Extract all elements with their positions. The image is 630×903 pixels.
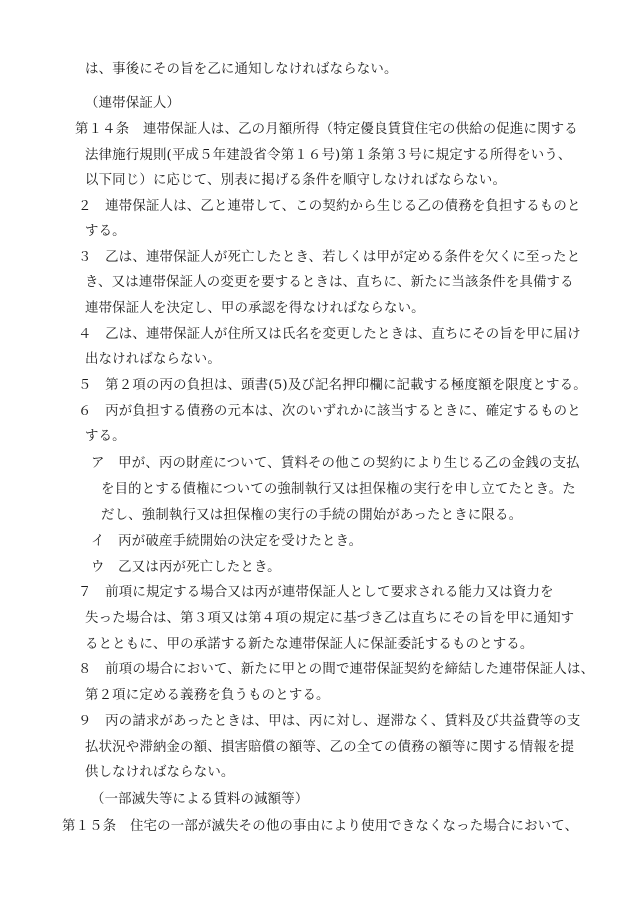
article-14-line: 第１４条 連帯保証人は、乙の月額所得（特定優良賃貸住宅の供給の促進に関する [75,122,578,137]
item-a-line: ア 甲が、丙の財産について、賃料その他この契約により生じる乙の金銭の支払 [91,456,580,471]
paragraph-4-line: ４ 乙は、連帯保証人が住所又は氏名を変更したときは、直ちにその旨を甲に届け [78,327,581,342]
item-u-line: ウ 乙又は丙が死亡したとき。 [91,560,281,575]
paragraph-8-line: ８ 前項の場合において、新たに甲との間で連帯保証契約を締結した連帯保証人は、 [78,662,595,677]
text-line: き、又は連帯保証人の変更を要するときは、直ちに、新たに当該条件を具備する [85,275,574,290]
text-line: だし、強制執行又は担保権の実行の手続の開始があったときに限る。 [101,508,523,523]
item-i-line: イ 丙が破産手続開始の決定を受けたとき。 [91,534,363,549]
text-line: を目的とする債権についての強制執行又は担保権の実行を申し立てたとき。た [101,482,576,497]
section-heading: （連帯保証人） [85,96,181,111]
paragraph-2-line: ２ 連帯保証人は、乙と連帯して、この契約から生じる乙の債務を負担するものと [78,199,581,214]
paragraph-9-line: ９ 丙の請求があったときは、甲は、丙に対し、遅滞なく、賃料及び共益費等の支 [78,714,581,729]
text-line: 以下同じ）に応じて、別表に掲げる条件を順守しなければならない。 [85,173,507,188]
text-line: 第２項に定める義務を負うものとする。 [85,688,330,703]
text-line: 出なければならない。 [85,352,221,367]
paragraph-5-line: ５ 第２項の丙の負担は、頭書(5)及び記名押印欄に記載する極度額を限度とする。 [78,378,587,393]
section-heading: （一部滅失等による賃料の減額等） [91,792,309,807]
text-line: 供しなければならない。 [85,765,235,780]
text-line: 法律施行規則(平成５年建設省令第１６号)第１条第３号に規定する所得をいう、 [85,148,572,163]
paragraph-7-line: ７ 前項に規定する場合又は丙が連帯保証人として要求される能力又は資力を [78,585,554,600]
paragraph-3-line: ３ 乙は、連帯保証人が死亡したとき、若しくは甲が定める条件を欠くに至ったと [78,250,581,265]
text-line: 失った場合は、第３項又は第４項の規定に基づき乙は直ちにその旨を甲に通知す [85,611,575,626]
article-15-line: 第１５条 住宅の一部が滅失その他の事由により使用できなくなった場合において、 [62,819,579,834]
text-line: は、事後にその旨を乙に通知しなければならない。 [85,62,398,77]
text-line: 払状況や滞納金の額、損害賠償の額等、乙の全ての債務の額等に関する情報を提 [85,740,575,755]
text-line: るとともに、甲の承諾する新たな連帯保証人に保証委託するものとする。 [85,637,534,652]
text-line: する。 [85,429,126,444]
paragraph-6-line: ６ 丙が負担する債務の元本は、次のいずれかに該当するときに、確定するものと [78,404,581,419]
text-line: 連帯保証人を決定し、甲の承認を得なければならない。 [85,301,425,316]
text-line: する。 [85,224,126,239]
